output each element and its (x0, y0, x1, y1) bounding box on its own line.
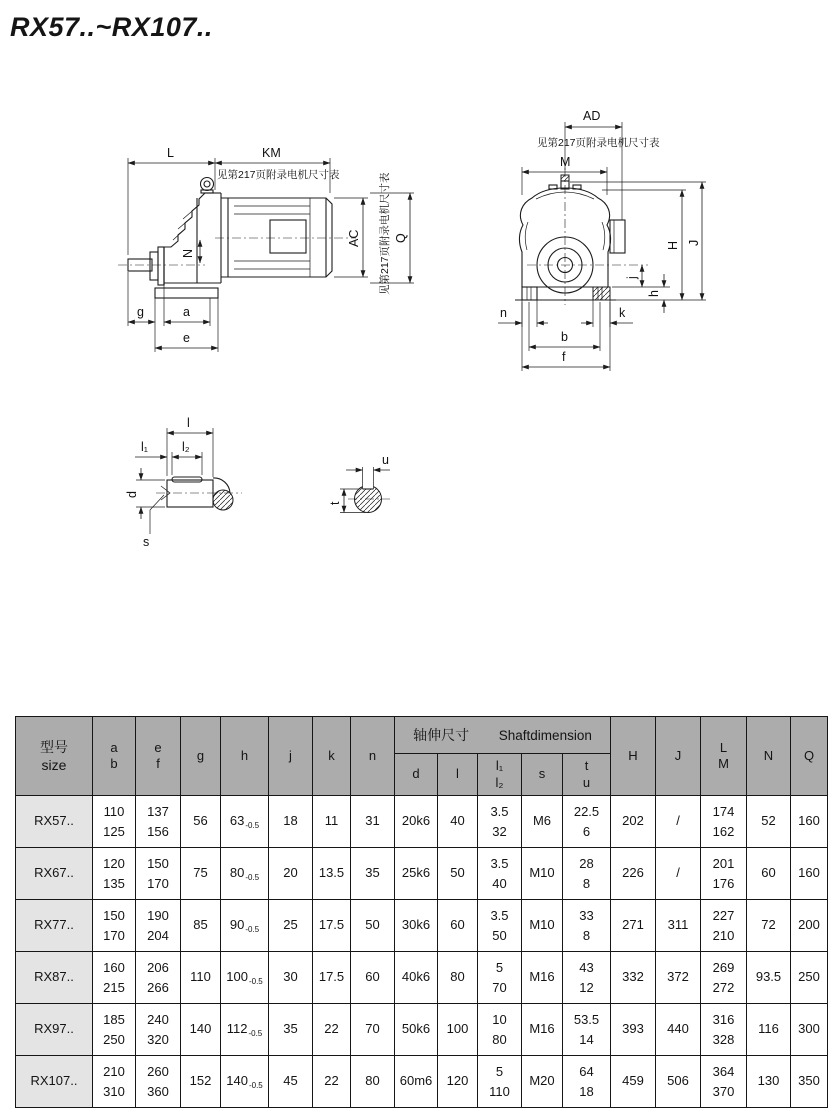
col-header-s: s (522, 754, 563, 796)
col-header-N: N (747, 717, 791, 796)
cell-ab: 185 250 (93, 1004, 136, 1056)
cell-H: 393 (611, 1004, 656, 1056)
cell-j: 35 (269, 1004, 313, 1056)
dim-label-n-foot: n (500, 306, 507, 320)
dim-label-f: f (562, 350, 566, 364)
dim-label-l2: l₂ (182, 440, 190, 454)
table-row (16, 848, 828, 900)
cell-LM: 269 272 (701, 952, 747, 1004)
cell-N: 93.5 (747, 952, 791, 1004)
cell-Q: 160 (791, 796, 828, 848)
cell-k: 13.5 (313, 848, 351, 900)
cell-J: / (656, 848, 701, 900)
cell-ef: 137 156 (136, 796, 181, 848)
col-header-Q: Q (791, 717, 828, 796)
cell-k: 11 (313, 796, 351, 848)
col-header-n: n (351, 717, 395, 796)
spec-table-body (16, 796, 828, 1108)
cell-h: $90_{-0.5}$ (221, 900, 269, 952)
col-header-tu: t u (563, 754, 611, 796)
cell-tu: 53.5 14 (563, 1004, 611, 1056)
cell-LM: 364 370 (701, 1056, 747, 1108)
size-cell: RX107.. (16, 1056, 93, 1108)
cell-n: 50 (351, 900, 395, 952)
cell-d: 20k6 (395, 796, 438, 848)
cell-LM: 316 328 (701, 1004, 747, 1056)
cell-Q: 160 (791, 848, 828, 900)
col-header-ef: e f (136, 717, 181, 796)
cell-ef: 206 266 (136, 952, 181, 1004)
cell-tu: 33 8 (563, 900, 611, 952)
cell-l: 120 (438, 1056, 478, 1108)
cell-Q: 250 (791, 952, 828, 1004)
cell-d: 25k6 (395, 848, 438, 900)
col-header-size-en: size (41, 757, 67, 773)
cell-h: $140_{-0.5}$ (221, 1056, 269, 1108)
shaft-section-drawing (328, 453, 390, 513)
dim-label-a: a (183, 305, 190, 319)
dim-label-k-foot: k (619, 306, 626, 320)
col-header-shaft-group: 轴伸尺寸 Shaftdimension (395, 717, 611, 754)
cell-J: / (656, 796, 701, 848)
cell-k: 22 (313, 1056, 351, 1108)
cell-n: 70 (351, 1004, 395, 1056)
cell-j: 30 (269, 952, 313, 1004)
cell-J: 311 (656, 900, 701, 952)
dimension-table-container (15, 716, 827, 1108)
cell-H: 202 (611, 796, 656, 848)
cell-H: 271 (611, 900, 656, 952)
dim-label-l1: l₁ (141, 440, 148, 454)
size-cell: RX57.. (16, 796, 93, 848)
dim-label-J: J (687, 239, 701, 246)
dimension-table (15, 716, 828, 1108)
cell-n: 31 (351, 796, 395, 848)
cell-g: 75 (181, 848, 221, 900)
col-header-H: H (611, 717, 656, 796)
cell-s: M10 (522, 900, 563, 952)
cell-d: 60m6 (395, 1056, 438, 1108)
cell-k: 17.5 (313, 952, 351, 1004)
cell-ab: 160 215 (93, 952, 136, 1004)
dim-label-n-offset: N (181, 248, 195, 258)
dim-label-Q: Q (394, 233, 408, 243)
cell-j: 45 (269, 1056, 313, 1108)
cell-n: 35 (351, 848, 395, 900)
cell-ab: 110 125 (93, 796, 136, 848)
cell-d: 50k6 (395, 1004, 438, 1056)
col-header-size-zh: 型号 (40, 738, 68, 755)
cell-l12: 5 110 (478, 1056, 522, 1108)
cell-n: 80 (351, 1056, 395, 1108)
cell-Q: 350 (791, 1056, 828, 1108)
size-cell: RX87.. (16, 952, 93, 1004)
table-row (16, 1056, 828, 1108)
dim-label-h-small: h (647, 290, 661, 297)
cell-LM: 174 162 (701, 796, 747, 848)
dim-label-H: H (666, 240, 680, 250)
cell-l: 100 (438, 1004, 478, 1056)
col-header-h: h (221, 717, 269, 796)
cell-J: 506 (656, 1056, 701, 1108)
cell-H: 226 (611, 848, 656, 900)
cell-LM: 201 176 (701, 848, 747, 900)
dim-label-M: M (560, 155, 571, 169)
col-header-k: k (313, 717, 351, 796)
cell-h: $100_{-0.5}$ (221, 952, 269, 1004)
motor-note-horizontal: 见第217页附录电机尺寸表 (217, 169, 340, 181)
col-header-d: d (395, 754, 438, 796)
size-cell: RX77.. (16, 900, 93, 952)
cell-J: 372 (656, 952, 701, 1004)
dim-label-t: t (328, 501, 342, 505)
cell-tu: 64 18 (563, 1056, 611, 1108)
cell-h: $112_{-0.5}$ (221, 1004, 269, 1056)
cell-j: 20 (269, 848, 313, 900)
size-cell: RX97.. (16, 1004, 93, 1056)
dim-label-AC: AC (347, 229, 361, 247)
cell-J: 440 (656, 1004, 701, 1056)
col-header-g: g (181, 717, 221, 796)
cell-ef: 150 170 (136, 848, 181, 900)
cell-g: 152 (181, 1056, 221, 1108)
cell-l: 50 (438, 848, 478, 900)
dim-label-e: e (183, 331, 190, 345)
cell-s: M6 (522, 796, 563, 848)
cell-g: 56 (181, 796, 221, 848)
col-header-l: l (438, 754, 478, 796)
col-header-LM: L M (701, 717, 747, 796)
cell-k: 17.5 (313, 900, 351, 952)
cell-j: 18 (269, 796, 313, 848)
cell-Q: 200 (791, 900, 828, 952)
cell-g: 140 (181, 1004, 221, 1056)
col-header-l12: l₁ l₂ (478, 754, 522, 796)
cell-N: 60 (747, 848, 791, 900)
cell-N: 52 (747, 796, 791, 848)
dim-label-l: l (187, 416, 190, 430)
cell-k: 22 (313, 1004, 351, 1056)
cell-tu: 22.5 6 (563, 796, 611, 848)
cell-H: 459 (611, 1056, 656, 1108)
dim-label-L: L (167, 146, 174, 160)
table-row (16, 796, 828, 848)
table-row (16, 952, 828, 1004)
cell-ef: 240 320 (136, 1004, 181, 1056)
cell-s: M16 (522, 952, 563, 1004)
cell-s: M10 (522, 848, 563, 900)
cell-s: M20 (522, 1056, 563, 1108)
cell-LM: 227 210 (701, 900, 747, 952)
dim-label-u: u (382, 453, 389, 467)
cell-ef: 190 204 (136, 900, 181, 952)
dim-label-AD: AD (583, 109, 601, 123)
cell-l12: 5 70 (478, 952, 522, 1004)
cell-tu: 43 12 (563, 952, 611, 1004)
cell-d: 30k6 (395, 900, 438, 952)
cell-ef: 260 360 (136, 1056, 181, 1108)
cell-g: 110 (181, 952, 221, 1004)
dim-label-d: d (125, 491, 139, 498)
cell-ab: 120 135 (93, 848, 136, 900)
dim-label-KM: KM (262, 146, 281, 160)
cell-l: 40 (438, 796, 478, 848)
cell-l12: 3.5 40 (478, 848, 522, 900)
cell-ab: 210 310 (93, 1056, 136, 1108)
col-header-ab: a b (93, 717, 136, 796)
cell-l: 60 (438, 900, 478, 952)
cell-tu: 28 8 (563, 848, 611, 900)
cell-Q: 300 (791, 1004, 828, 1056)
cell-l: 80 (438, 952, 478, 1004)
cell-h: $80_{-0.5}$ (221, 848, 269, 900)
cell-g: 85 (181, 900, 221, 952)
size-cell: RX67.. (16, 848, 93, 900)
page-title: RX57..~RX107.. (10, 12, 213, 42)
col-header-j: j (269, 717, 313, 796)
motor-note-front: 见第217页附录电机尺寸表 (537, 137, 660, 149)
cell-s: M16 (522, 1004, 563, 1056)
cell-N: 116 (747, 1004, 791, 1056)
cell-h: $63_{-0.5}$ (221, 796, 269, 848)
dim-label-b: b (561, 330, 568, 344)
cell-l12: 10 80 (478, 1004, 522, 1056)
dim-label-j-small: j (625, 276, 639, 279)
cell-d: 40k6 (395, 952, 438, 1004)
cell-ab: 150 170 (93, 900, 136, 952)
cell-n: 60 (351, 952, 395, 1004)
side-view-drawing (118, 146, 414, 352)
col-header-J: J (656, 717, 701, 796)
front-view-drawing (498, 109, 706, 371)
shaft-detail-drawing (125, 416, 242, 549)
motor-note-vertical: 见第217页附录电机尺寸表 (379, 172, 391, 295)
cell-N: 130 (747, 1056, 791, 1108)
cell-N: 72 (747, 900, 791, 952)
cell-l12: 3.5 32 (478, 796, 522, 848)
dim-label-s: s (143, 535, 150, 549)
cell-H: 332 (611, 952, 656, 1004)
dim-label-g: g (137, 305, 144, 319)
cell-l12: 3.5 50 (478, 900, 522, 952)
table-row (16, 1004, 828, 1056)
cell-j: 25 (269, 900, 313, 952)
col-header-size (16, 717, 93, 796)
table-row (16, 900, 828, 952)
